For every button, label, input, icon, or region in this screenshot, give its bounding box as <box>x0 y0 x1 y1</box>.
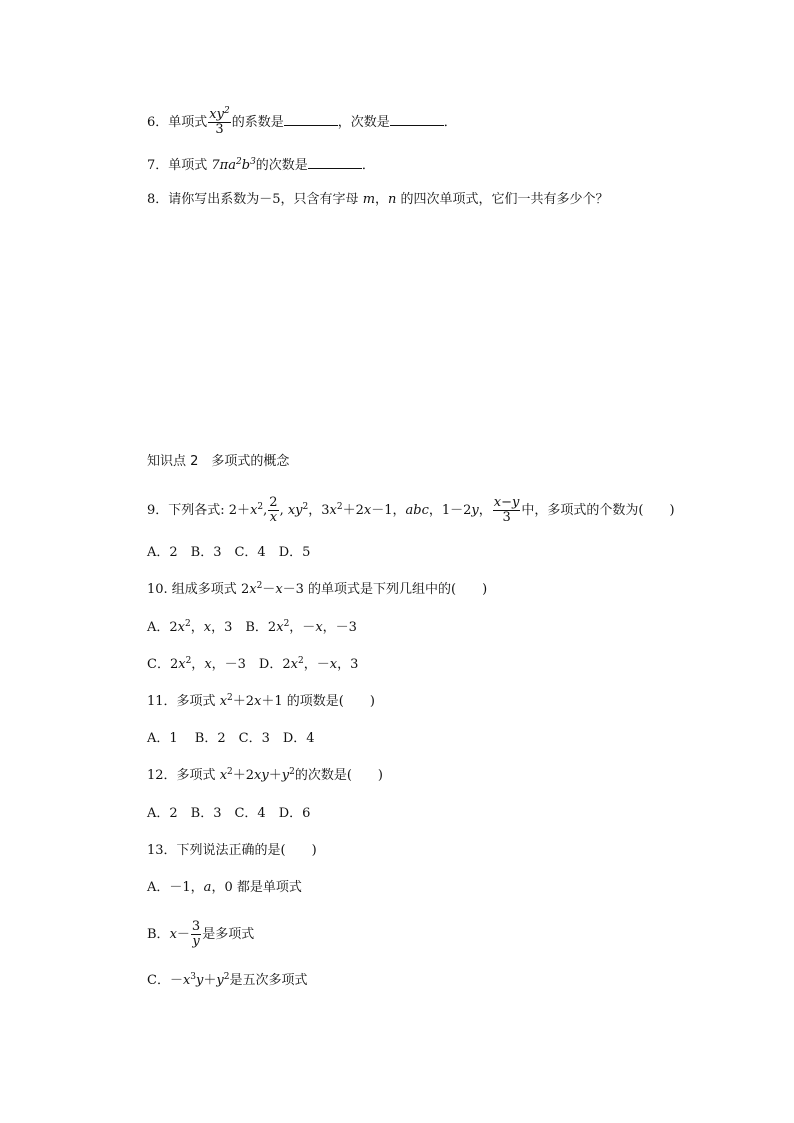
question-9: 9．下列各式: $2+x^2$, $\frac{2}{x}$ , $xy^2$，$3x^2+2x-1$，abc，1－2y， $\frac{x-y}{3}$ 中，多项式的个数为( ) <box>147 495 675 525</box>
question-13: 13．下列说法正确的是( ) <box>147 843 317 858</box>
q6-degree-blank[interactable] <box>390 113 444 126</box>
section-heading-polynomial-concept: 知识点 2 多项式的概念 <box>147 454 290 469</box>
q13-option-c: C．$-x^3y+y^2$是五次多项式 <box>147 972 308 988</box>
question-7: 7．单项式 $7\pi a^2b^3$的次数是 ． <box>147 157 375 173</box>
question-8: 8．请你写出系数为－5，只含有字母 m，n 的四次单项式，它们一共有多少个？ <box>147 192 609 207</box>
q6-degree-label: ，次数是 <box>337 115 390 130</box>
q9-fraction-2: $\frac{x-y}{3}$ <box>493 495 520 525</box>
q6-coefficient-label: 的系数是 <box>231 115 284 130</box>
q6-fraction: $\frac{xy^2}{3}$ <box>209 106 230 137</box>
q10-options-cd: C．$2x^2$，x，－3 D．$2x^2$，－x，3 <box>147 656 359 672</box>
q6-prefix: 6．单项式 <box>147 115 208 130</box>
q13-option-a: A．－1，a，0 都是单项式 <box>147 880 302 895</box>
q12-options: A．2 B．3 C．4 D．6 <box>147 806 311 821</box>
question-11: 11．多项式 $x^2+2x+1$ 的项数是( ) <box>147 693 375 709</box>
question-6: 6．单项式 $\frac{xy^2}{3}$ 的系数是 ，次数是 ． <box>147 106 457 137</box>
q13-b-fraction: $\frac{3}{y}$ <box>191 919 201 949</box>
q7-expression: $7\pi a^2b^3$ <box>211 157 256 173</box>
q6-coefficient-blank[interactable] <box>284 113 338 126</box>
q10-options-ab: A．$2x^2$，x，3 B．$2x^2$，－x，－3 <box>147 619 357 635</box>
q13-option-b: B．x－ $\frac{3}{y}$ 是多项式 <box>147 919 255 949</box>
question-12: 12．多项式 $x^2+2xy+y^2$的次数是( ) <box>147 767 383 783</box>
q9-options: A．2 B．3 C．4 D．5 <box>147 545 311 560</box>
q7-degree-blank[interactable] <box>308 156 362 169</box>
q9-fraction-1: $\frac{2}{x}$ <box>269 495 278 525</box>
q11-options: A．1 B．2 C．3 D．4 <box>147 731 315 746</box>
question-10: 10. 组成多项式 $2x^2-x-3$ 的单项式是下列几组中的( ) <box>147 581 488 597</box>
